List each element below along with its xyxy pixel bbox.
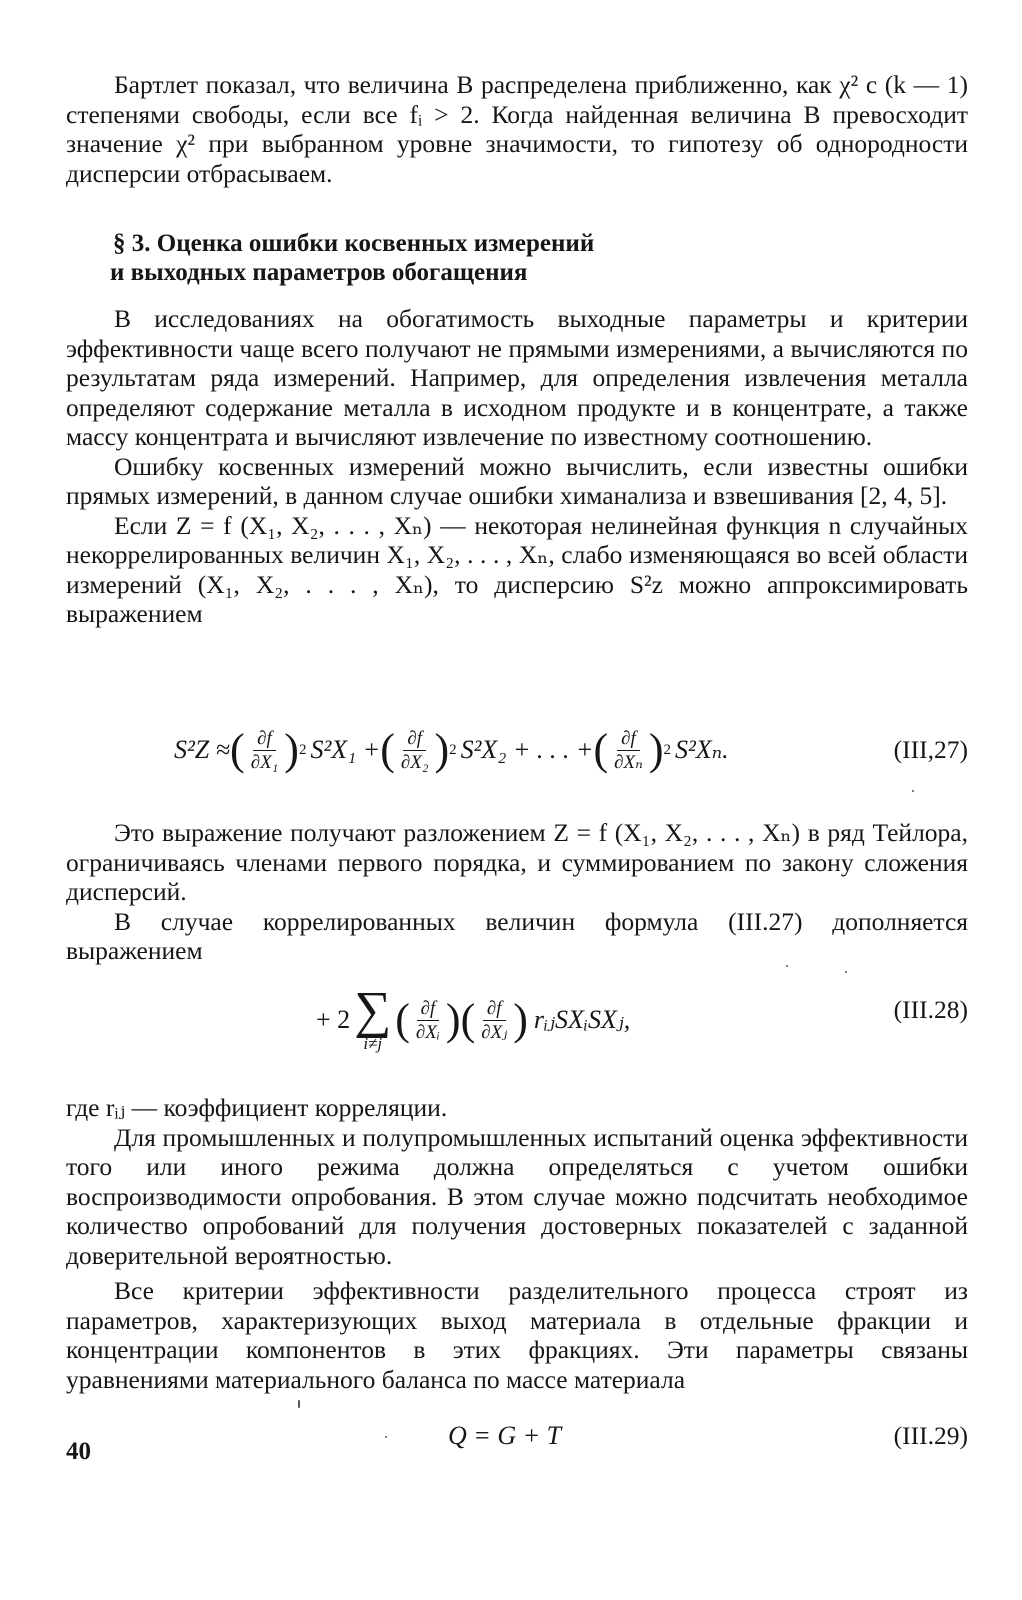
- paragraph-efficiency-criteria: Все критерии эффективности разделительного процесса строят из параметров, характеризующих выход материала в отдельные фракции и концентрации компонентов в этих фракциях. Эти параметры связаны уравнениями материального баланса по массе материала: [66, 1276, 968, 1394]
- eq28-partial-f-j: ∂f: [483, 998, 506, 1021]
- eq29-number: (III.29): [893, 1421, 968, 1450]
- equation-III-27: S²Z ≈ ( $\frac{\partial f}{\text{∂X₁}}$ ) 2 S²X₁ + ( $\frac{\partial f}{\text{∂X₂}}$ ) 2 S²X₂ + . . . + ( $\frac{\partial f}{\text{∂Xₙ}}$ ) 2 S²Xₙ. (III,27): [66, 718, 968, 782]
- eq27-partial-x2: ∂X₂: [400, 751, 429, 773]
- text-block-middle: [66, 304, 968, 629]
- scan-speck: [786, 965, 788, 967]
- paragraph-function-definition: Если Z = f (X₁, X₂, . . . , Xₙ) — некоторая нелинейная функция n случайных некоррелированных величин X₁, X₂, . . . , Xₙ, слабо изменяющаяся во всей области измерений (X₁, X₂, . . . , Xₙ), то дисперсию S²z можно аппроксимировать выражением: [66, 510, 968, 628]
- eq27-partial-f-n: ∂f: [617, 728, 640, 751]
- eq28-partial-f-i: ∂f: [417, 998, 440, 1021]
- eq27-term-2: S²X₂ + . . . +: [460, 735, 594, 764]
- text-block-top: [66, 70, 968, 188]
- eq27-term-n: S²Xₙ.: [674, 735, 729, 764]
- eq28-sum-sign: ∑: [354, 982, 392, 1039]
- eq28-partial-xj: ∂Xⱼ: [481, 1021, 508, 1043]
- equation-III-29: [66, 1404, 968, 1468]
- paragraph-taylor: Это выражение получают разложением Z = f (X₁, X₂, . . . , Xₙ) в ряд Тейлора, ограничиваясь членами первого порядка, и суммированием по закону сложения дисперсий.: [66, 818, 968, 906]
- paragraph-correlated: В случае коррелированных величин формула (III.27) дополняется выражением: [66, 906, 968, 965]
- paragraph-indirect-params: В исследованиях на обогатимость выходные параметры и критерии эффективности чаще всего получают не прямыми измерениями, а вычисляются по результатам ряда измерений. Например, для определения извлечения металла определяют содержание металла в исходном продукте и в концентрате, а также массу концентрата и вычисляют извлечение по известному соотношению.: [66, 304, 968, 451]
- page-number: 40: [66, 1438, 91, 1465]
- eq27-partial-f-1: ∂f: [253, 728, 276, 751]
- scan-speck: [912, 790, 914, 792]
- eq27-square-2: 2: [449, 741, 457, 758]
- eq27-square-n: 2: [663, 741, 671, 758]
- text-block-taylor: [66, 818, 968, 966]
- eq28-sum-index: i≠j: [363, 1034, 383, 1053]
- eq28-tail: rᵢⱼSXᵢSXⱼ,: [533, 1005, 631, 1034]
- eq27-lhs: S²Z ≈: [174, 735, 231, 764]
- eq27-partial-x1: ∂X₁: [250, 751, 279, 773]
- text-block-bottom: [66, 1093, 968, 1394]
- equation-III-28: + 2 ∑ i≠j ( $\frac{\partial f}{\text{∂Xᵢ}}$ ) ( $\frac{\partial f}{\text{∂Xⱼ}}$ ) rᵢⱼSXᵢSXⱼ, (III.28): [316, 982, 968, 1053]
- eq27-partial-f-2: ∂f: [403, 728, 426, 751]
- eq27-term-1: S²X₁ +: [310, 735, 381, 764]
- eq27-number: (III,27): [893, 735, 968, 764]
- eq28-lead: + 2: [316, 1005, 351, 1034]
- scan-speck: [845, 971, 847, 973]
- paragraph-error-indirect: Ошибку косвенных измерений можно вычислить, если известны ошибки прямых измерений, в данном случае ошибки химанализа и взвешивания [2, 4, 5].: [66, 451, 968, 510]
- eq28-partial-xi: ∂Xᵢ: [415, 1021, 440, 1043]
- eq29-body: Q = G + T: [448, 1421, 562, 1450]
- paragraph-industrial-tests: Для промышленных и полупромышленных испытаний оценка эффективности того или иного режима должна определяться с учетом ошибки воспроизводимости опробования. В этом случае можно подсчитать необходимое количество опробований для получения достоверных показателей с заданной доверительной вероятностью.: [66, 1122, 968, 1270]
- paragraph-correlation-coef: где rᵢⱼ — коэффициент корреляции.: [66, 1093, 448, 1122]
- section-heading-line1: § 3. Оценка ошибки косвенных измерений: [113, 230, 595, 257]
- eq28-number: (III.28): [893, 995, 968, 1024]
- section-heading: [66, 229, 968, 287]
- eq27-partial-xn: ∂Xₙ: [614, 751, 643, 773]
- section-heading-line2: и выходных параметров обогащения: [110, 259, 528, 286]
- eq27-square-1: 2: [298, 741, 307, 758]
- paragraph-bartlett: Бартлет показал, что величина B распределена приближенно, как χ² с (k — 1) степенями свободы, если все fᵢ > 2. Когда найденная величина B превосходит значение χ² при выбранном уровне значимости, то гипотезу об однородности дисперсии отбрасываем.: [66, 70, 968, 188]
